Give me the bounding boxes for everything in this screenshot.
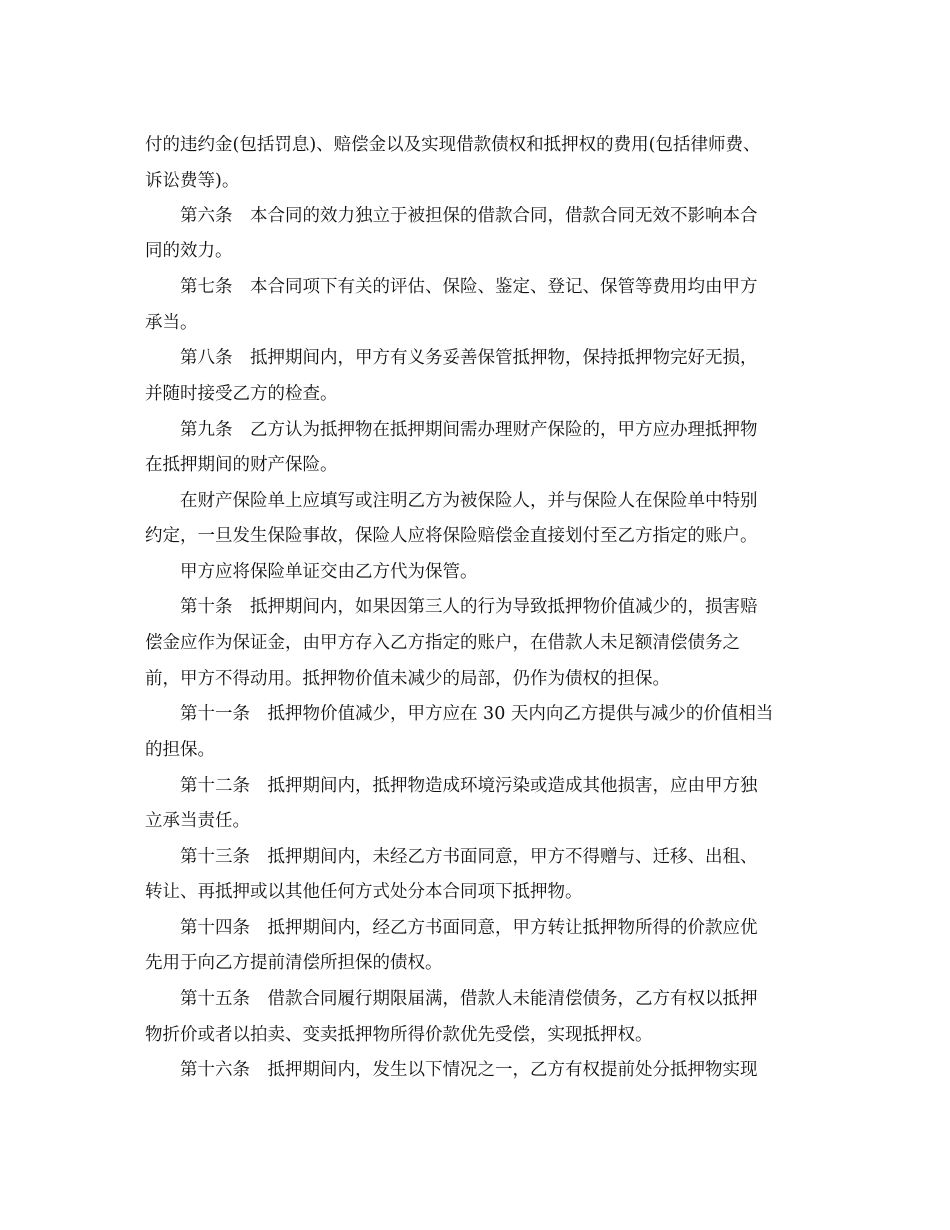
text-line: 转让、再抵押或以其他任何方式处分本合同项下抵押物。 — [145, 882, 583, 902]
article-14: 第十四条 抵押期间内，经乙方书面同意，甲方转让抵押物所得的价款应优 — [180, 918, 758, 938]
article-11: 第十一条 抵押物价值减少，甲方应在 30 天内向乙方提供与减少的价值相当 — [180, 704, 774, 724]
article-7: 第七条 本合同项下有关的评估、保险、鉴定、登记、保管等费用均由甲方 — [180, 277, 758, 297]
text-line: 付的违约金(包括罚息)、赔偿金以及实现借款债权和抵押权的费用(包括律师费、 — [145, 135, 761, 155]
paragraph: 在财产保险单上应填写或注明乙方为被保险人，并与保险人在保险单中特别 — [180, 491, 758, 511]
article-16: 第十六条 抵押期间内，发生以下情况之一，乙方有权提前处分抵押物实现 — [180, 1060, 758, 1080]
text-line: 偿金应作为保证金，由甲方存入乙方指定的账户，在借款人未足额清偿债务之 — [145, 633, 740, 653]
text-line: 先用于向乙方提前清偿所担保的债权。 — [145, 953, 443, 973]
article-10: 第十条 抵押期间内，如果因第三人的行为导致抵押物价值减少的，损害赔 — [180, 597, 758, 617]
text-line: 的担保。 — [145, 740, 215, 760]
text-line: 承当。 — [145, 313, 198, 333]
text-line: 在抵押期间的财产保险。 — [145, 455, 338, 475]
article-9: 第九条 乙方认为抵押物在抵押期间需办理财产保险的，甲方应办理抵押物 — [180, 420, 758, 440]
article-13: 第十三条 抵押期间内，未经乙方书面同意，甲方不得赠与、迁移、出租、 — [180, 847, 758, 867]
article-8: 第八条 抵押期间内，甲方有义务妥善保管抵押物，保持抵押物完好无损， — [180, 348, 758, 368]
paragraph: 甲方应将保险单证交由乙方代为保管。 — [180, 562, 478, 582]
text-line: 约定，一旦发生保险事故，保险人应将保险赔偿金直接划付至乙方指定的账户。 — [145, 526, 758, 546]
text-line: 诉讼费等)。 — [145, 171, 240, 191]
article-12: 第十二条 抵押期间内，抵押物造成环境污染或造成其他损害，应由甲方独 — [180, 776, 758, 796]
text-line: 并随时接受乙方的检查。 — [145, 384, 338, 404]
text-line: 立承当责任。 — [145, 811, 250, 831]
article-6: 第六条 本合同的效力独立于被担保的借款合同，借款合同无效不影响本合 — [180, 206, 758, 226]
text-line: 前，甲方不得动用。抵押物价值未减少的局部，仍作为债权的担保。 — [145, 669, 670, 689]
text-line: 同的效力。 — [145, 241, 233, 261]
text-line: 物折价或者以拍卖、变卖抵押物所得价款优先受偿，实现抵押权。 — [145, 1025, 653, 1045]
article-15: 第十五条 借款合同履行期限届满，借款人未能清偿债务，乙方有权以抵押 — [180, 989, 758, 1009]
